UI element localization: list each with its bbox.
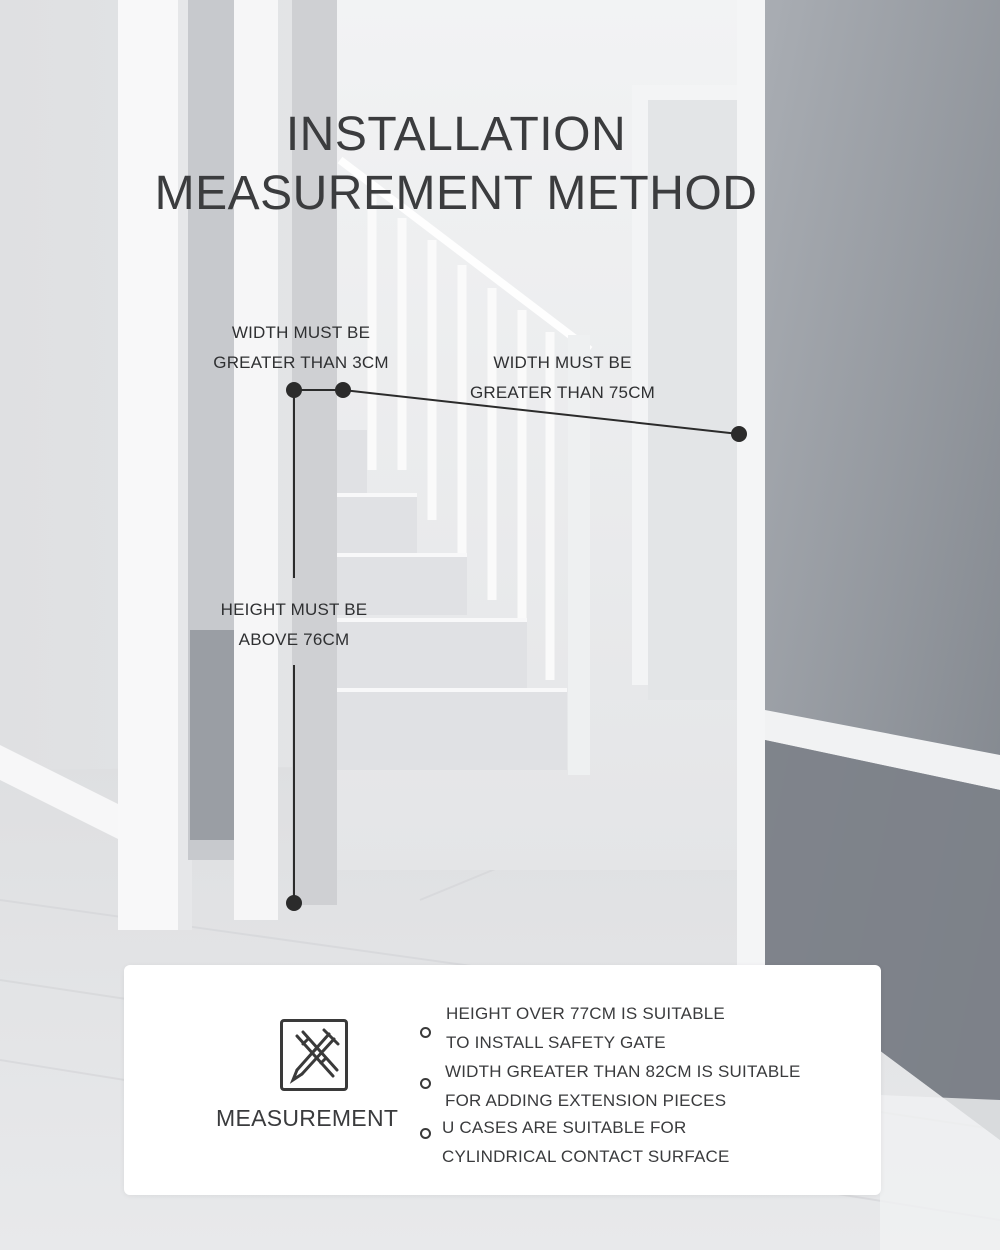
opening-width-line1: WIDTH MUST BE	[493, 353, 632, 372]
note-2-line2: FOR ADDING EXTENSION PIECES	[445, 1091, 727, 1110]
height-line2: ABOVE 76CM	[238, 630, 350, 649]
height-label	[196, 595, 392, 655]
post-left-marker	[286, 382, 302, 398]
note-1-line1: HEIGHT OVER 77CM IS SUITABLE	[446, 1004, 725, 1023]
note-2-line1: WIDTH GREATER THAN 82CM IS SUITABLE	[445, 1062, 801, 1081]
opening-width-line2: GREATER THAN 75CM	[469, 383, 656, 402]
note-item	[446, 999, 725, 1057]
height-line1: HEIGHT MUST BE	[220, 600, 368, 619]
note-3-line1: U CASES ARE SUITABLE FOR	[442, 1118, 687, 1137]
note-item	[442, 1113, 730, 1171]
measurement-title: MEASUREMENT	[216, 1105, 399, 1131]
post-right-marker	[335, 382, 351, 398]
note-1-line2: TO INSTALL SAFETY GATE	[446, 1033, 666, 1052]
bullet-icon	[420, 1128, 431, 1139]
page-title-line1: INSTALLATION	[285, 108, 627, 161]
pencil-ruler-icon	[280, 1019, 348, 1091]
bullet-icon	[420, 1027, 431, 1038]
measurement-card	[124, 965, 881, 1195]
post-width-label	[196, 318, 406, 378]
opening-right-marker	[731, 426, 747, 442]
post-width-line1: WIDTH MUST BE	[231, 323, 371, 342]
opening-width-label	[450, 348, 675, 408]
floor-marker	[286, 895, 302, 911]
note-3-line2: CYLINDRICAL CONTACT SURFACE	[442, 1147, 730, 1166]
post-width-line2: GREATER THAN 3CM	[213, 353, 389, 372]
note-item	[445, 1057, 801, 1115]
bullet-icon	[420, 1078, 431, 1089]
page-title-line2: MEASUREMENT METHOD	[154, 167, 758, 220]
